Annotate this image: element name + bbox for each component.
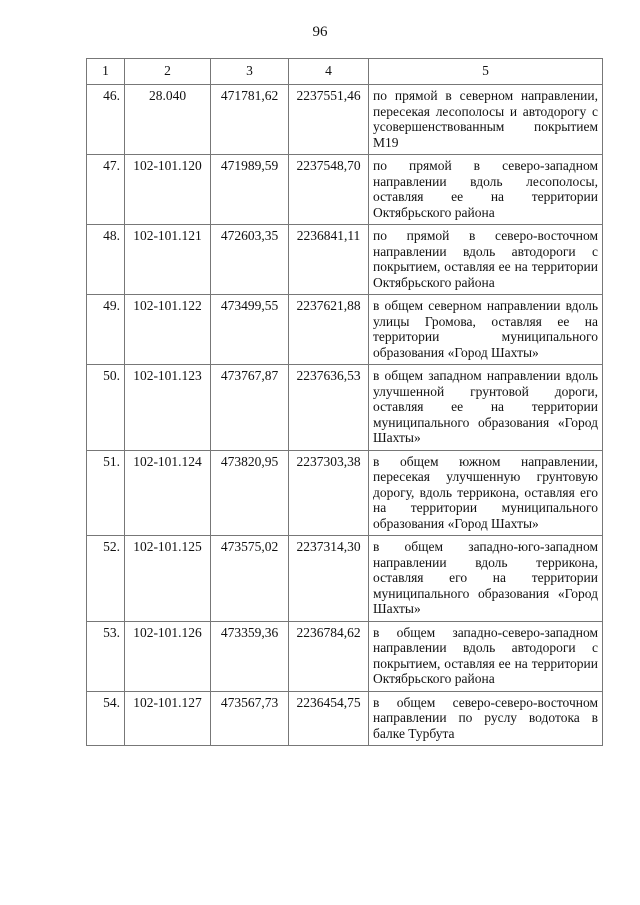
coordinate-y: 2236841,11 <box>289 225 369 295</box>
point-id: 28.040 <box>125 85 211 155</box>
coordinate-x: 473567,73 <box>211 691 289 746</box>
table-row <box>87 225 603 295</box>
coordinate-x: 473820,95 <box>211 450 289 536</box>
column-header-x: 3 <box>211 59 289 85</box>
row-number: 49. <box>87 295 125 365</box>
row-number: 48. <box>87 225 125 295</box>
boundary-description: в общем западно-северо-западном направлении вдоль автодороги с покрытием, оставляя ее на территории Октябрьского района <box>369 621 603 691</box>
column-header-number: 1 <box>87 59 125 85</box>
row-number: 54. <box>87 691 125 746</box>
table-row <box>87 450 603 536</box>
coordinate-x: 473575,02 <box>211 536 289 622</box>
boundary-description: по прямой в северо-западном направлении вдоль лесополосы, оставляя ее на территории Октябрьского района <box>369 155 603 225</box>
boundary-description: в общем северо-северо-восточном направлении по руслу водотока в балке Турбута <box>369 691 603 746</box>
boundary-description: в общем западно-юго-западном направлении вдоль терриконa, оставляя его на территории муниципального образования «Город Шахты» <box>369 536 603 622</box>
point-id: 102-101.124 <box>125 450 211 536</box>
boundary-description: по прямой в северо-восточном направлении вдоль автодороги с покрытием, оставляя ее на территории Октябрьского района <box>369 225 603 295</box>
table-row <box>87 621 603 691</box>
column-header-point: 2 <box>125 59 211 85</box>
row-number: 47. <box>87 155 125 225</box>
row-number: 52. <box>87 536 125 622</box>
point-id: 102-101.120 <box>125 155 211 225</box>
coordinate-x: 473767,87 <box>211 365 289 451</box>
column-header-y: 4 <box>289 59 369 85</box>
boundary-description: в общем западном направлении вдоль улучшенной грунтовой дороги, оставляя ее на территории муниципального образования «Город Шахты» <box>369 365 603 451</box>
row-number: 50. <box>87 365 125 451</box>
table-row <box>87 85 603 155</box>
row-number: 53. <box>87 621 125 691</box>
coordinate-x: 471989,59 <box>211 155 289 225</box>
boundary-description: в общем северном направлении вдоль улицы Громова, оставляя ее на территории муниципального образования «Город Шахты» <box>369 295 603 365</box>
coordinate-y: 2237314,30 <box>289 536 369 622</box>
point-id: 102-101.121 <box>125 225 211 295</box>
table-row <box>87 365 603 451</box>
coordinate-x: 473499,55 <box>211 295 289 365</box>
point-id: 102-101.126 <box>125 621 211 691</box>
coordinate-y: 2237548,70 <box>289 155 369 225</box>
table-row <box>87 536 603 622</box>
table-row <box>87 155 603 225</box>
coordinate-y: 2237551,46 <box>289 85 369 155</box>
coordinate-y: 2236454,75 <box>289 691 369 746</box>
coordinate-y: 2237303,38 <box>289 450 369 536</box>
boundary-points-table <box>86 58 603 746</box>
coordinate-x: 472603,35 <box>211 225 289 295</box>
coordinate-y: 2237621,88 <box>289 295 369 365</box>
row-number: 46. <box>87 85 125 155</box>
point-id: 102-101.125 <box>125 536 211 622</box>
boundary-description: по прямой в северном направлении, пересекая лесополосы и автодорогу с усовершенствованным покрытием М19 <box>369 85 603 155</box>
table-row <box>87 295 603 365</box>
row-number: 51. <box>87 450 125 536</box>
page-number: 96 <box>312 24 328 40</box>
table-header-row <box>87 59 603 85</box>
column-header-description: 5 <box>369 59 603 85</box>
boundary-description: в общем южном направлении, пересекая улучшенную грунтовую дорогу, вдоль терриконa, оставляя его на территории муниципального образования «Город Шахты» <box>369 450 603 536</box>
table-row <box>87 691 603 746</box>
point-id: 102-101.122 <box>125 295 211 365</box>
coordinate-x: 471781,62 <box>211 85 289 155</box>
point-id: 102-101.123 <box>125 365 211 451</box>
coordinate-x: 473359,36 <box>211 621 289 691</box>
point-id: 102-101.127 <box>125 691 211 746</box>
coordinate-y: 2237636,53 <box>289 365 369 451</box>
coordinate-y: 2236784,62 <box>289 621 369 691</box>
